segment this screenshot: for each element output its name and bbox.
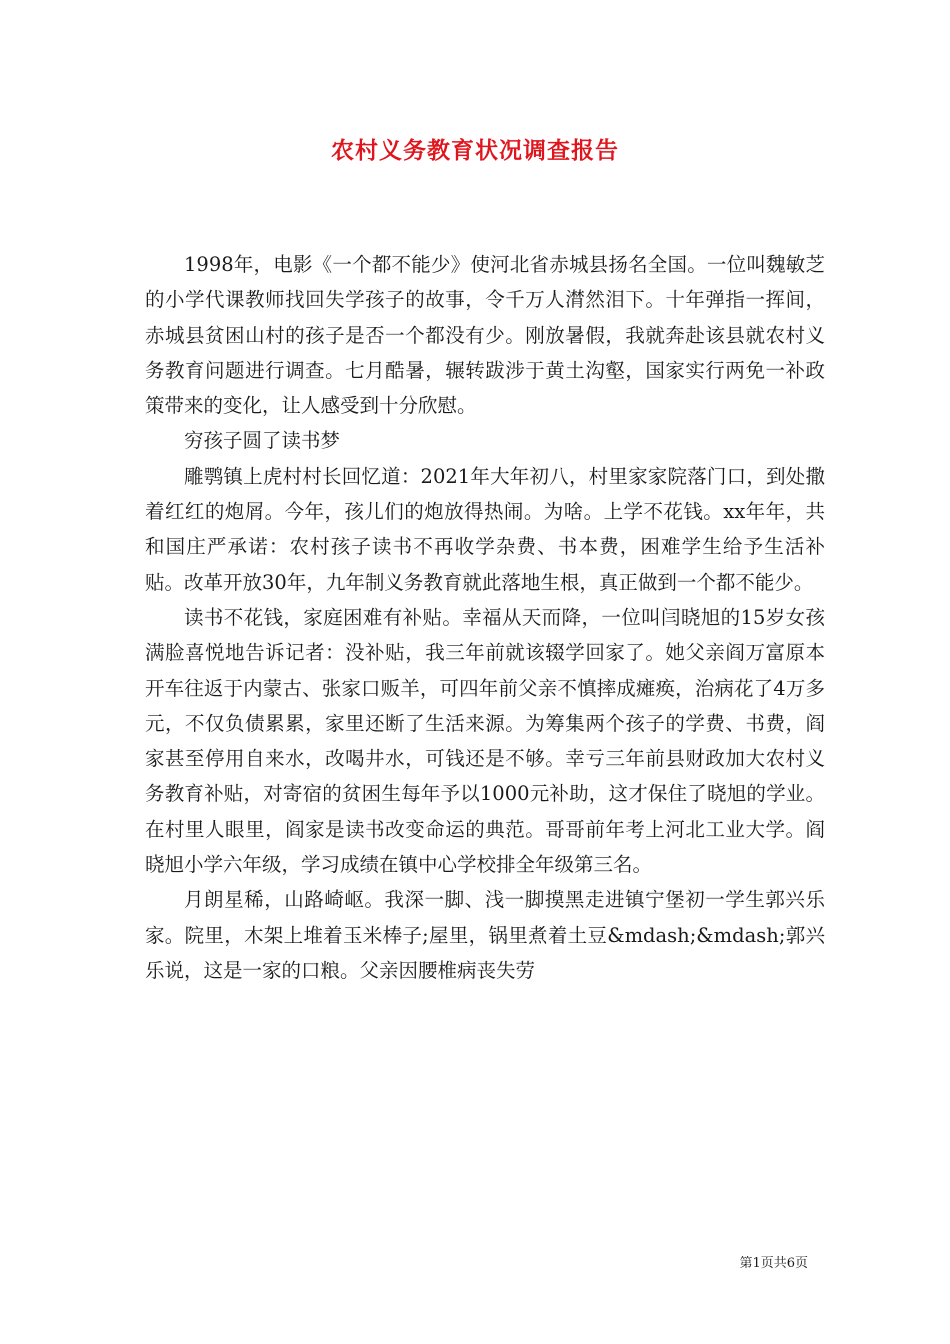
section-heading: 穷孩子圆了读书梦 [184, 429, 341, 453]
paragraph-subsidy: 读书不花钱，家庭困难有补贴。幸福从天而降，一位叫闫晓旭的15岁女孩满脸喜悦地告诉记者：没补贴，我三年前就该辍学回家了。她父亲阎万富原本开车往返于内蒙古、张家口贩羊，可四年前父亲不慎摔成瘫痪，治病花了4万多元，不仅负债累累，家里还断了生活来源。为筹集两个孩子的学费、书费，阎家甚至停用自来水，改喝井水，可钱还是不够。幸亏三年前县财政加大农村义务教育补贴，对寄宿的贫困生每年予以1000元补助，这才保住了晓旭的学业。在村里人眼里，阎家是读书改变命运的典范。哥哥前年考上河北工业大学。阎晓旭小学六年级，学习成绩在镇中心学校排全年级第三名。 [145, 605, 825, 877]
paragraph-night-visit: 月朗星稀，山路崎岖。我深一脚、浅一脚摸黑走进镇宁堡初一学生郭兴乐家。院里，木架上堆着玉米棒子;屋里，锅里煮着土豆&mdash;&mdash;郭兴乐说，这是一家的口粮。父亲因腰椎病丧失劳 [145, 888, 825, 982]
document-body [145, 247, 825, 988]
paragraph-intro: 1998年，电影《一个都不能少》使河北省赤城县扬名全国。一位叫魏敏芝的小学代课教师找回失学孩子的故事，令千万人潸然泪下。十年弹指一挥间，赤城县贫困山村的孩子是否一个都没有少。刚放暑假，我就奔赴该县就农村义务教育问题进行调查。七月酷暑，辗转跋涉于黄土沟壑，国家实行两免一补政策带来的变化，让人感受到十分欣慰。 [145, 253, 825, 418]
document-title: 农村义务教育状况调查报告 [331, 137, 619, 164]
page-number-label: 第1页共6页 [739, 1256, 808, 1271]
page-number [739, 1252, 808, 1271]
paragraph-village-head: 雕鹗镇上虎村村长回忆道：2021年大年初八，村里家家院落门口，到处撒着红红的炮屑。今年，孩儿们的炮放得热闹。为啥。上学不花钱。xx年年，共和国庄严承诺：农村孩子读书不再收学杂费、书本费，困难学生给予生活补贴。改革开放30年，九年制义务教育就此落地生根，真正做到一个都不能少。 [145, 464, 825, 594]
